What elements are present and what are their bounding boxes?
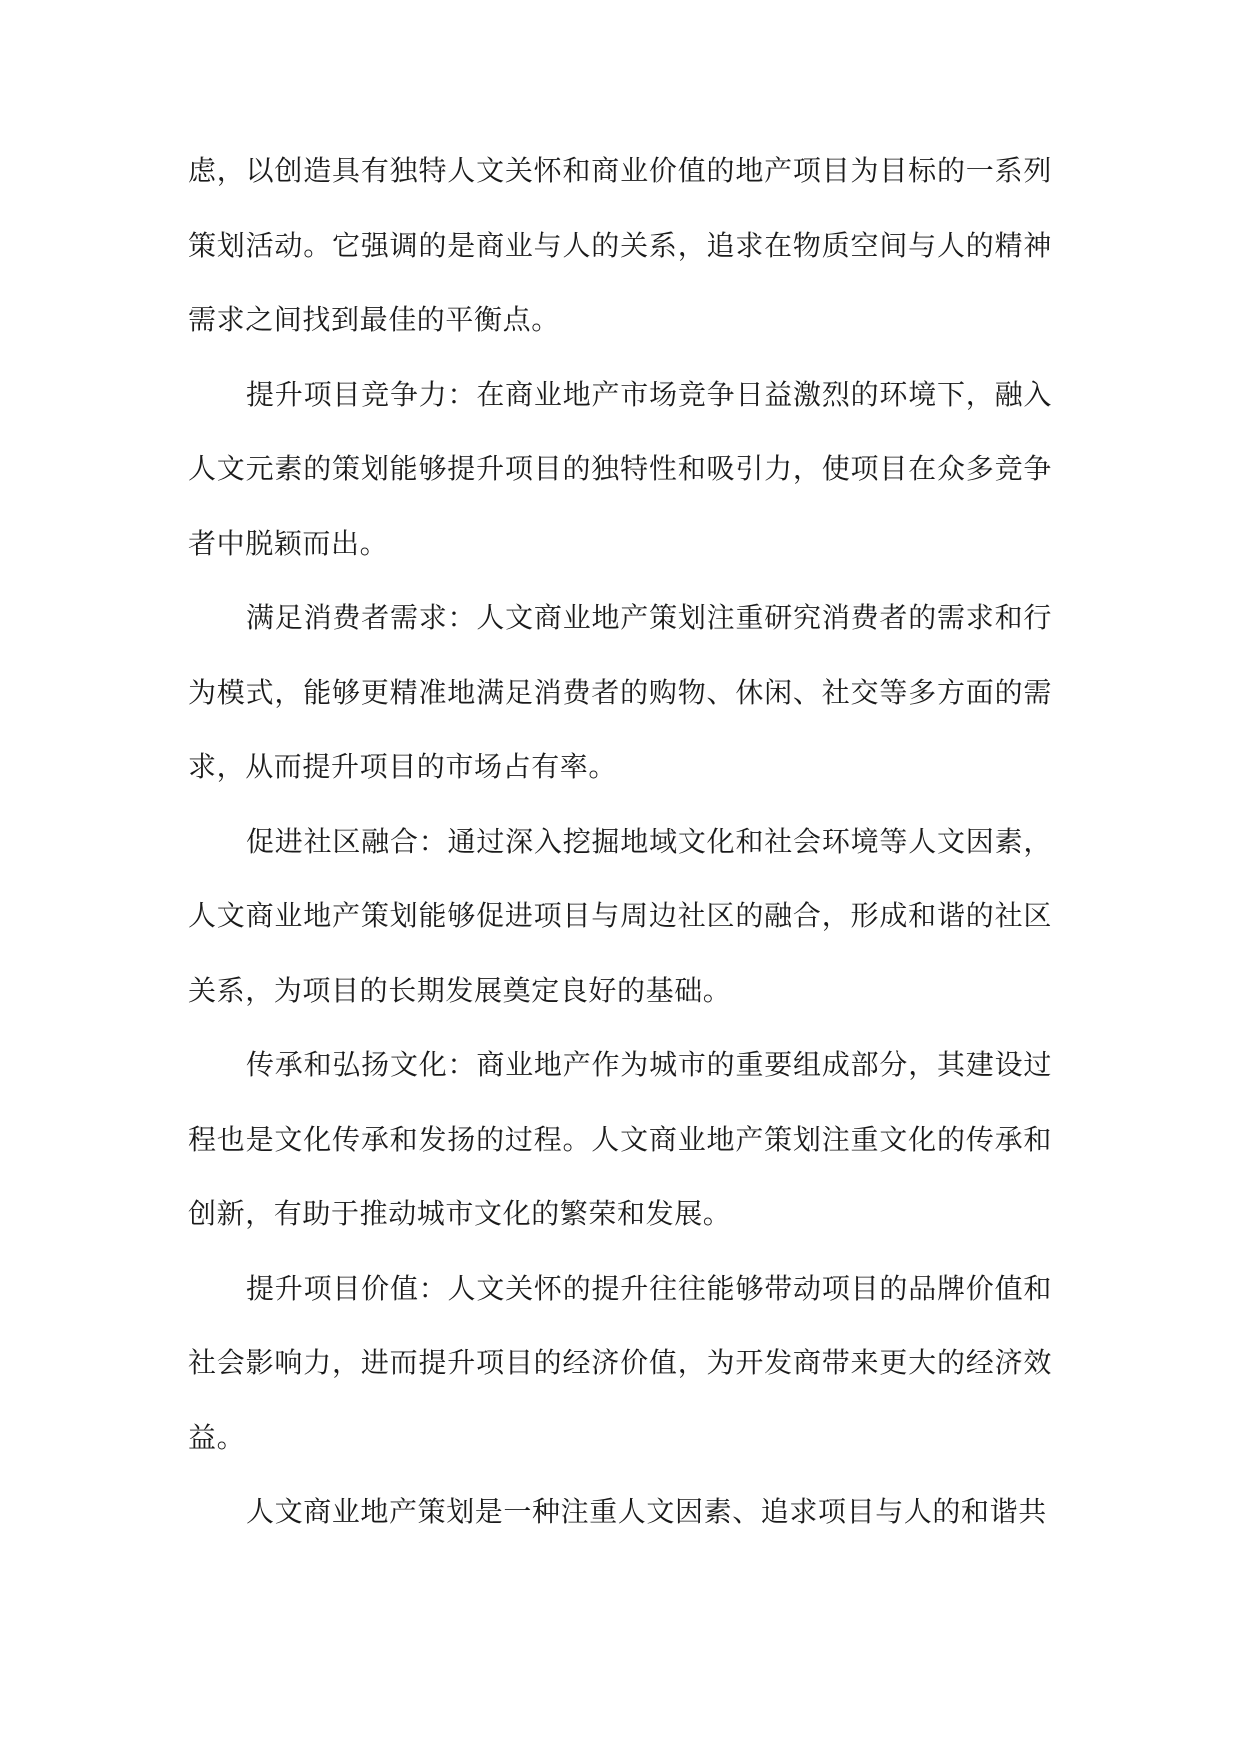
- paragraph-project-value: 提升项目价值：人文关怀的提升往往能够带动项目的品牌价值和社会影响力，进而提升项目的经济价值，为开发商带来更大的经济效益。: [188, 1271, 1052, 1454]
- paragraph-summary-start: 人文商业地产策划是一种注重人文因素、追求项目与人的和谐共: [246, 1495, 1047, 1528]
- document-page: [188, 134, 1052, 1550]
- paragraph-community-integration: 促进社区融合：通过深入挖掘地域文化和社会环境等人文因素，人文商业地产策划能够促进项目与周边社区的融合，形成和谐的社区关系，为项目的长期发展奠定良好的基础。: [188, 824, 1052, 1007]
- paragraph-competitiveness: 提升项目竞争力：在商业地产市场竞争日益激烈的环境下，融入人文元素的策划能够提升项目的独特性和吸引力，使项目在众多竞争者中脱颖而出。: [188, 377, 1052, 560]
- paragraph-continuation: 虑，以创造具有独特人文关怀和商业价值的地产项目为目标的一系列策划活动。它强调的是商业与人的关系，追求在物质空间与人的精神需求之间找到最佳的平衡点。: [188, 154, 1052, 336]
- paragraph-consumer-needs: 满足消费者需求：人文商业地产策划注重研究消费者的需求和行为模式，能够更精准地满足消费者的购物、休闲、社交等多方面的需求，从而提升项目的市场占有率。: [188, 601, 1052, 783]
- paragraph-cultural-heritage: 传承和弘扬文化：商业地产作为城市的重要组成部分，其建设过程也是文化传承和发扬的过程。人文商业地产策划注重文化的传承和创新，有助于推动城市文化的繁荣和发展。: [188, 1048, 1052, 1230]
